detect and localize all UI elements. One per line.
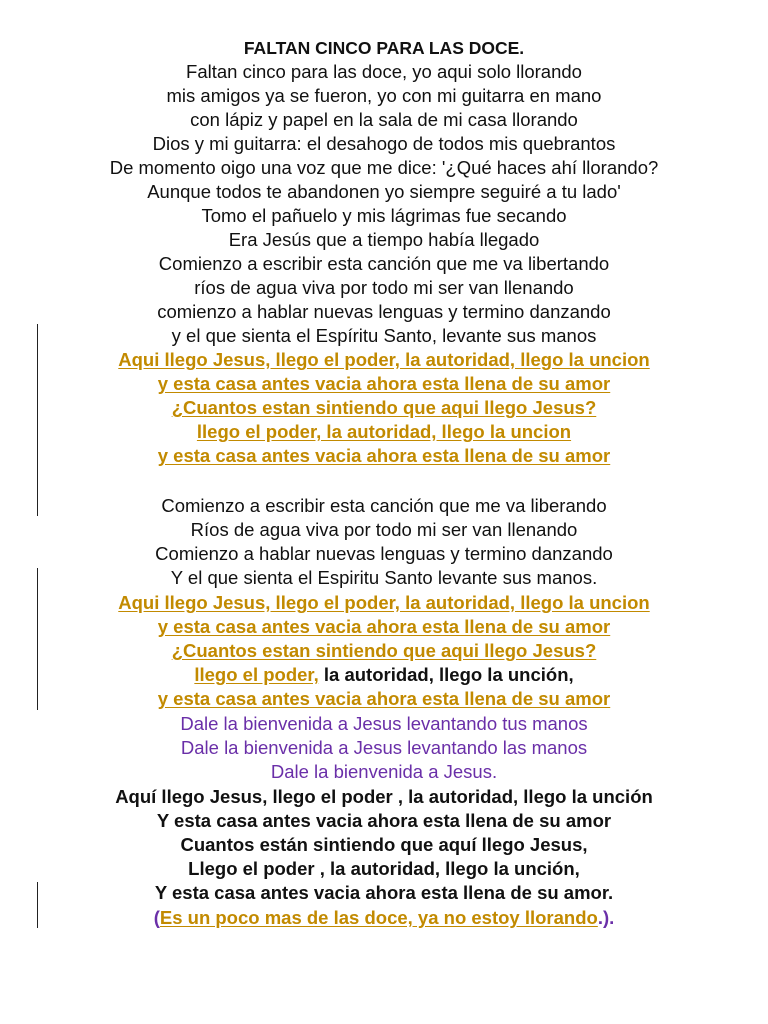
chorus1-line [0,372,768,396]
chorus1-text: y esta casa antes vacia ahora esta llena de su amor [157,373,611,394]
verse1-line: De momento oigo una voz que me dice: '¿Qué haces ahí llorando? [109,157,659,178]
margin-change-bar [37,568,38,710]
chorus1-line [0,348,768,372]
welcome-line: Dale la bienvenida a Jesus. [270,761,498,782]
verse1-line: ríos de agua viva por todo mi ser van llenando [194,277,574,298]
ending-close: .). [597,907,615,928]
verse2-line: Y el que sienta el Espiritu Santo levante sus manos. [170,567,598,588]
verse1-line: y el que sienta el Espíritu Santo, levante sus manos [171,325,597,346]
ending-text: Es un poco mas de las doce, ya no estoy llorando [159,907,598,928]
verse1-line: Era Jesús que a tiempo había llegado [228,229,540,250]
chorus1-line [0,444,768,468]
chorus1-text: y esta casa antes vacia ahora esta llena de su amor [157,445,611,466]
song-title: FALTAN CINCO PARA LAS DOCE. [243,38,525,58]
verse1-line: con lápiz y papel en la sala de mi casa llorando [190,109,578,130]
verse1-line: comienzo a hablar nuevas lenguas y termino danzando [157,301,611,322]
chorus2-text: Aqui llego Jesus, llego el poder, la autoridad, llego la uncion [118,592,650,613]
verse2-line: Comienzo a hablar nuevas lenguas y termino danzando [155,543,613,564]
chorus1-line [0,420,768,444]
chorus3-line: Y esta casa antes vacia ahora esta llena de su amor. [154,882,614,903]
verse1-line: Tomo el pañuelo y mis lágrimas fue secando [201,205,567,226]
welcome-line: Dale la bienvenida a Jesus levantando las manos [180,737,588,758]
chorus2-text: y esta casa antes vacia ahora esta llena de su amor [157,688,611,709]
chorus2-text: ¿Cuantos estan sintiendo que aqui llego Jesus? [171,640,597,661]
chorus3-line: Llego el poder , la autoridad, llego la unción, [188,858,580,879]
verse1-line: Faltan cinco para las doce, yo aqui solo llorando [186,61,582,82]
chorus1-text: llego el poder, la autoridad, llego la uncion [196,421,572,442]
chorus3-line: Cuantos están sintiendo que aquí llego Jesus, [180,834,588,855]
chorus2-line [0,639,768,663]
verse1-line: mis amigos ya se fueron, yo con mi guitarra en mano [166,85,602,106]
verse2-line: Ríos de agua viva por todo mi ser van llenando [190,519,578,540]
welcome-line: Dale la bienvenida a Jesus levantando tus manos [180,713,588,734]
ending-open-paren: ( [153,907,160,928]
chorus2-line [0,591,768,615]
chorus2-text-black: la autoridad, llego la unción, [318,664,574,685]
chorus3-line: Y esta casa antes vacia ahora esta llena de su amor [156,810,612,831]
chorus3-line: Aquí llego Jesus, llego el poder , la autoridad, llego la unción [115,786,653,807]
chorus2-line [0,615,768,639]
chorus1-text: ¿Cuantos estan sintiendo que aqui llego Jesus? [171,397,597,418]
chorus2-text-gold: llego el poder, [194,664,319,685]
chorus2-line [0,663,768,687]
chorus2-line [0,687,768,711]
verse1-line: Comienzo a escribir esta canción que me va libertando [158,253,610,274]
verse1-line: Aunque todos te abandonen yo siempre seguiré a tu lado' [147,181,621,202]
margin-change-bar [37,882,38,928]
margin-change-bar [37,324,38,516]
ending-line [0,906,768,930]
chorus1-line [0,396,768,420]
verse2-line: Comienzo a escribir esta canción que me va liberando [161,495,607,516]
chorus2-text: y esta casa antes vacia ahora esta llena de su amor [157,616,611,637]
verse1-line: Dios y mi guitarra: el desahogo de todos mis quebrantos [152,133,616,154]
chorus1-text: Aqui llego Jesus, llego el poder, la autoridad, llego la uncion [118,349,650,370]
